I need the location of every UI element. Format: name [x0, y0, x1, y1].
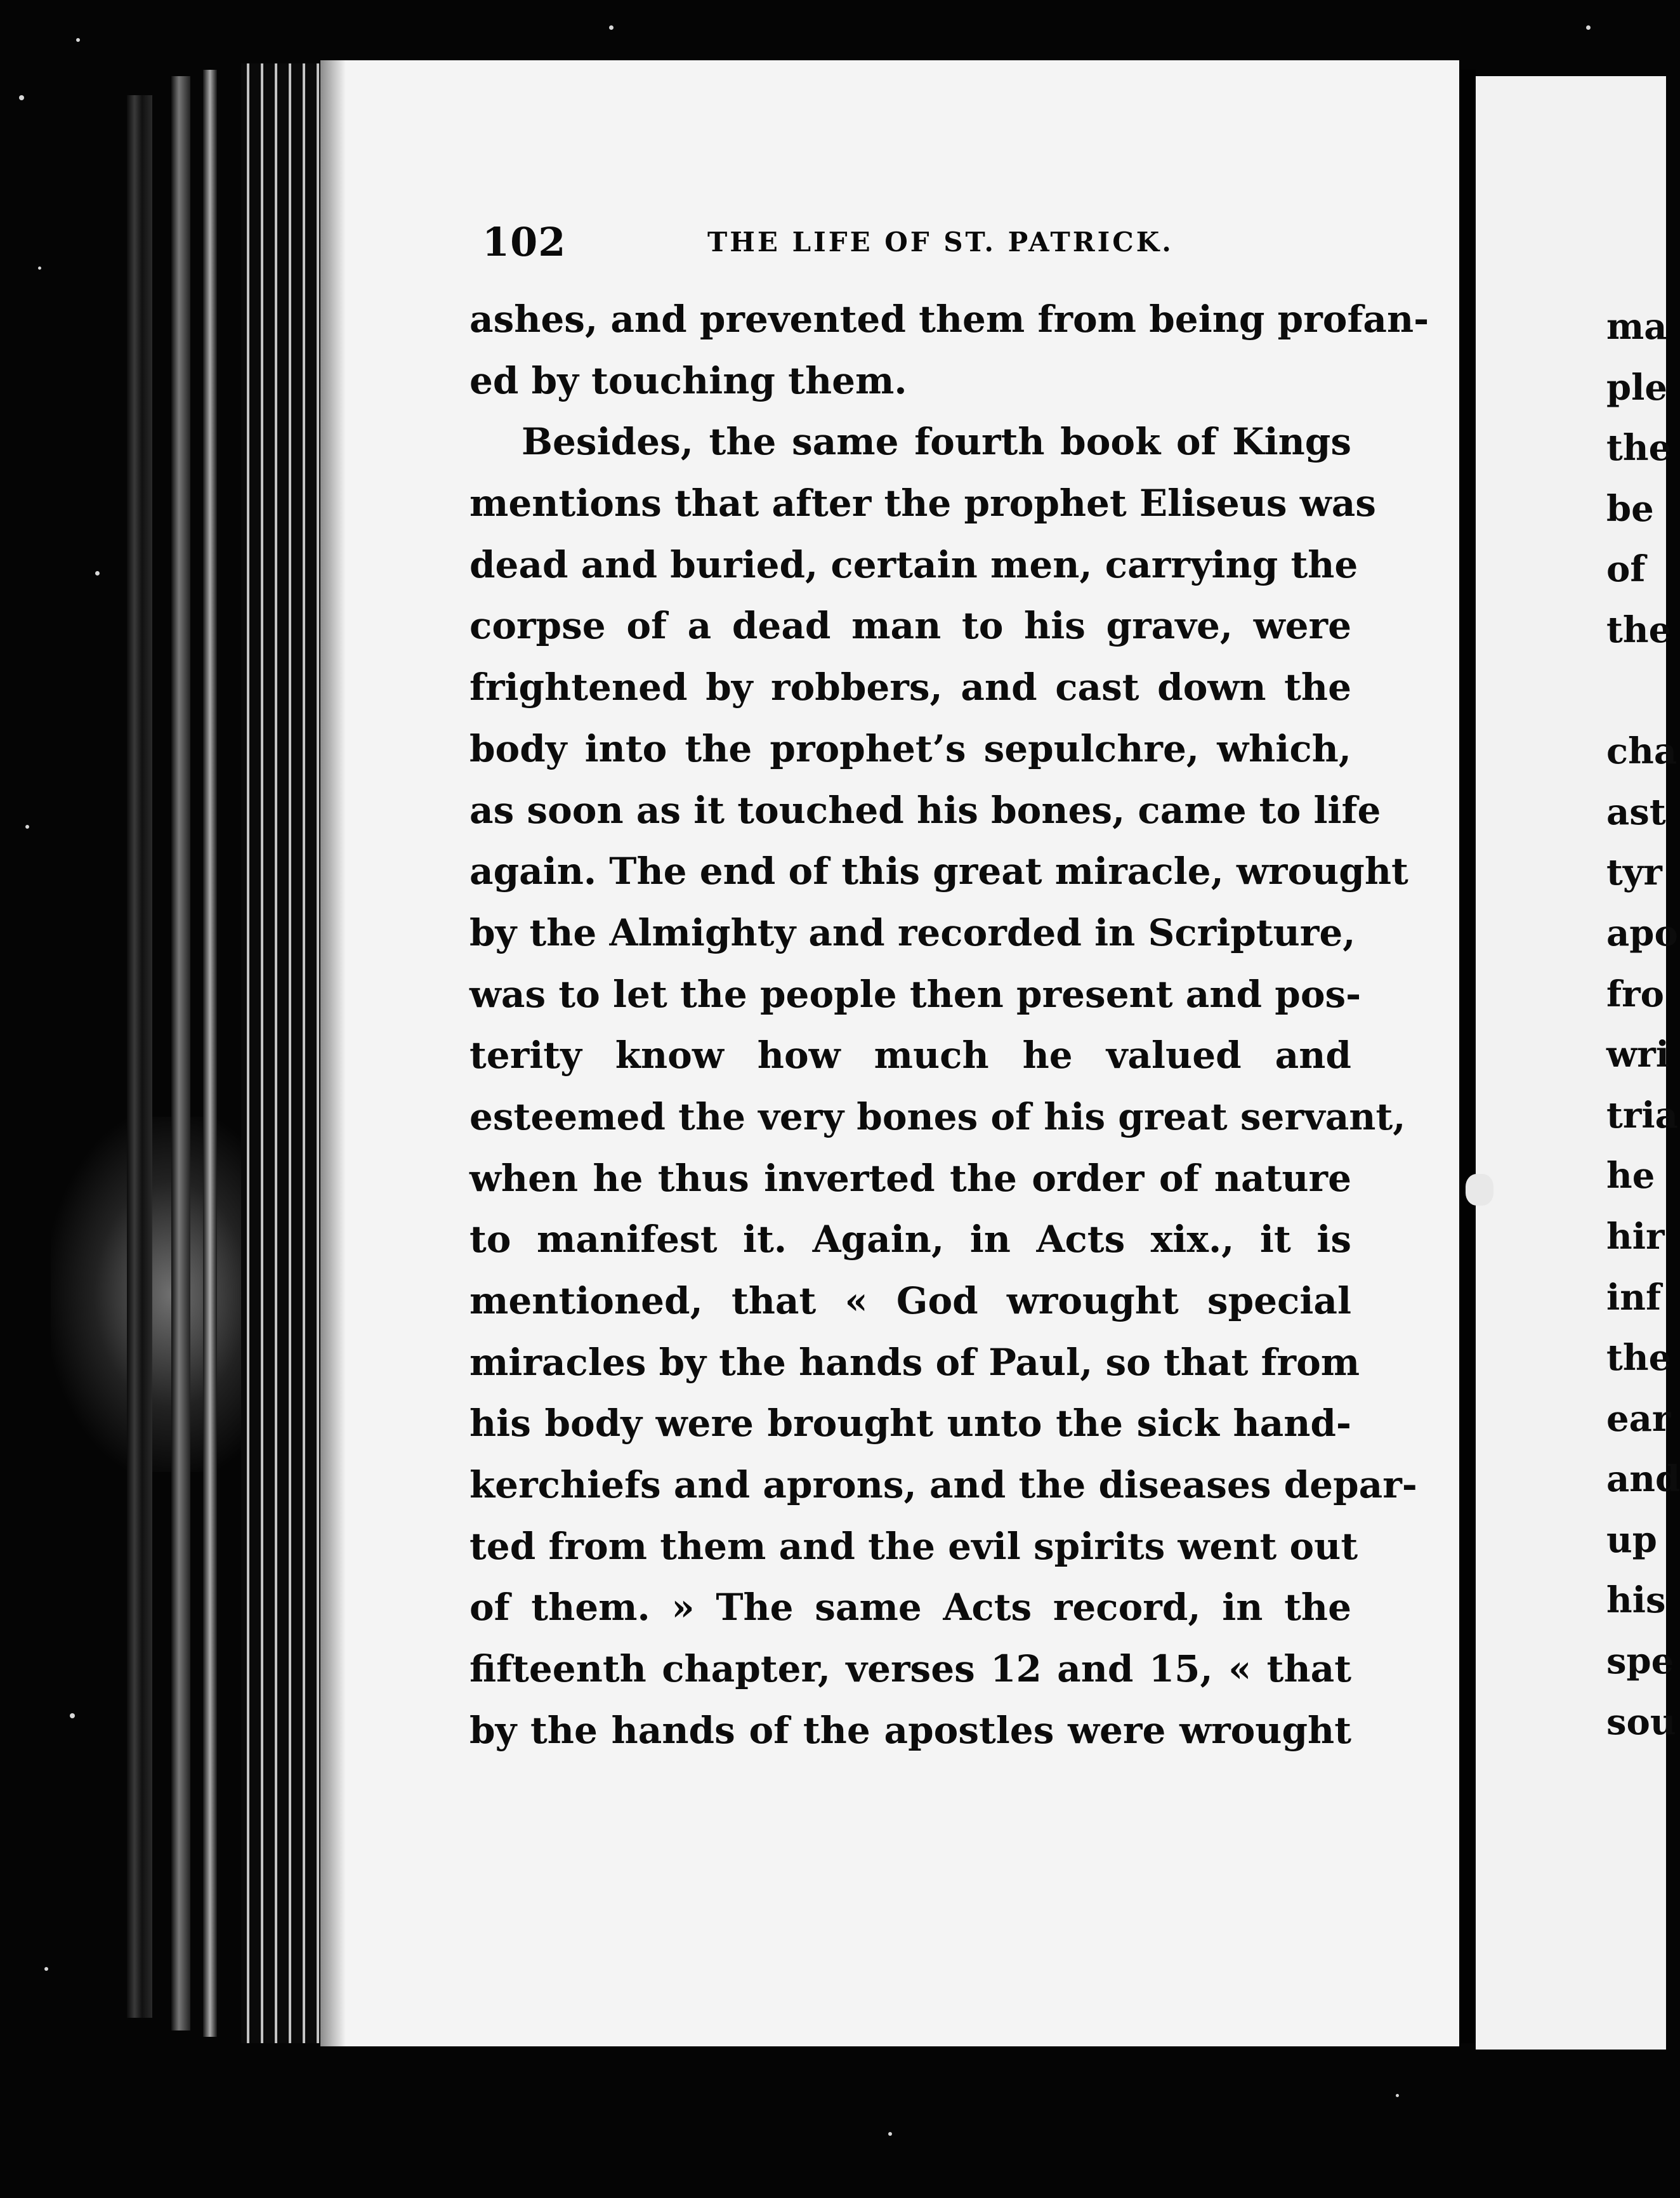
- running-head: [482, 219, 1326, 263]
- book-spine-edge-inner: [203, 70, 217, 2037]
- page-gutter: [1459, 70, 1476, 2043]
- text-line: body into the prophet’s sepulchre, which,: [469, 727, 1351, 770]
- text-line: his body were brought unto the sick hand-: [469, 1402, 1351, 1445]
- facing-page-text: [1606, 297, 1680, 1753]
- scan-speck: [25, 825, 29, 829]
- text-line: by the hands of the apostles were wrought: [469, 1708, 1351, 1752]
- text-line: frightened by robbers, and cast down the: [469, 666, 1351, 709]
- text-line: as soon as it touched his bones, came to life: [469, 788, 1381, 832]
- facing-fragment: sou: [1606, 1701, 1676, 1743]
- scan-speck: [70, 1713, 75, 1718]
- scan-speck: [19, 95, 24, 100]
- scan-speck: [44, 1967, 48, 1971]
- page-edges: [241, 63, 324, 2043]
- text-line: of them. » The same Acts record, in the: [469, 1586, 1351, 1629]
- facing-fragment: apo: [1606, 912, 1678, 954]
- facing-fragment: ple: [1606, 366, 1668, 409]
- facing-fragment: tria: [1606, 1094, 1678, 1136]
- facing-fragment: spe: [1606, 1640, 1674, 1683]
- text-line: again. The end of this great miracle, wrought: [469, 850, 1408, 893]
- facing-fragment: up: [1606, 1518, 1657, 1561]
- facing-fragment: ma: [1606, 306, 1667, 348]
- text-line: miracles by the hands of Paul, so that from: [469, 1340, 1360, 1384]
- text-line: ted from them and the evil spirits went out: [469, 1524, 1358, 1568]
- text-line: to manifest it. Again, in Acts xix., it is: [469, 1218, 1351, 1261]
- text-line: dead and buried, certain men, carrying the: [469, 543, 1358, 586]
- scan-speck: [95, 571, 100, 576]
- page-number: 102: [482, 219, 567, 265]
- facing-fragment: ast: [1606, 791, 1666, 833]
- facing-fragment: the: [1606, 1337, 1672, 1379]
- scan-speck: [76, 38, 80, 42]
- text-line: mentioned, that « God wrought special: [469, 1279, 1351, 1322]
- facing-blank-line: [1606, 661, 1652, 722]
- running-head-title: THE LIFE OF ST. PATRICK.: [707, 227, 1174, 258]
- text-line: was to let the people then present and pos-: [469, 972, 1362, 1016]
- text-line: mentions that after the prophet Eliseus was: [469, 482, 1376, 525]
- gutter-tab-mark: [1466, 1174, 1493, 1206]
- scan-speck: [888, 2132, 892, 2136]
- book-spine-edge: [171, 76, 190, 2030]
- text-line: esteemed the very bones of his great servant,: [469, 1095, 1406, 1138]
- facing-fragment: and: [1606, 1458, 1680, 1501]
- book-spine: [127, 95, 152, 2018]
- text-line: ed by touching them.: [469, 359, 907, 402]
- text-line: terity know how much he valued and: [469, 1034, 1351, 1077]
- text-line: when he thus inverted the order of nature: [469, 1156, 1351, 1200]
- facing-fragment: inf: [1606, 1276, 1662, 1319]
- text-line: kerchiefs and aprons, and the diseases depar-: [469, 1463, 1417, 1507]
- facing-fragment: wri: [1606, 1034, 1669, 1076]
- facing-fragment: ear: [1606, 1397, 1671, 1440]
- body-text: [469, 289, 1429, 1761]
- text-line: ashes, and prevented them from being profan-: [469, 298, 1429, 341]
- facing-fragment: tyr: [1606, 852, 1662, 894]
- facing-fragment: hir: [1606, 1215, 1665, 1258]
- text-line: by the Almighty and recorded in Scripture,: [469, 911, 1356, 954]
- facing-fragment: of: [1606, 548, 1646, 591]
- text-line: fifteenth chapter, verses 12 and 15, « that: [469, 1647, 1351, 1691]
- gutter-shadow: [320, 60, 346, 2046]
- facing-fragment: fro: [1606, 973, 1664, 1015]
- facing-fragment: the: [1606, 427, 1672, 470]
- scan-speck: [38, 267, 41, 270]
- text-line: Besides, the same fourth book of Kings: [522, 420, 1351, 464]
- facing-fragment: the: [1606, 609, 1672, 651]
- facing-fragment: be: [1606, 487, 1654, 530]
- scan-speck: [1396, 2094, 1399, 2097]
- facing-fragment: his: [1606, 1579, 1666, 1622]
- scan-speck: [1586, 25, 1591, 30]
- facing-fragment: he: [1606, 1155, 1655, 1197]
- scan-speck: [609, 25, 614, 30]
- text-line: corpse of a dead man to his grave, were: [469, 604, 1351, 648]
- facing-fragment: cha: [1606, 730, 1677, 773]
